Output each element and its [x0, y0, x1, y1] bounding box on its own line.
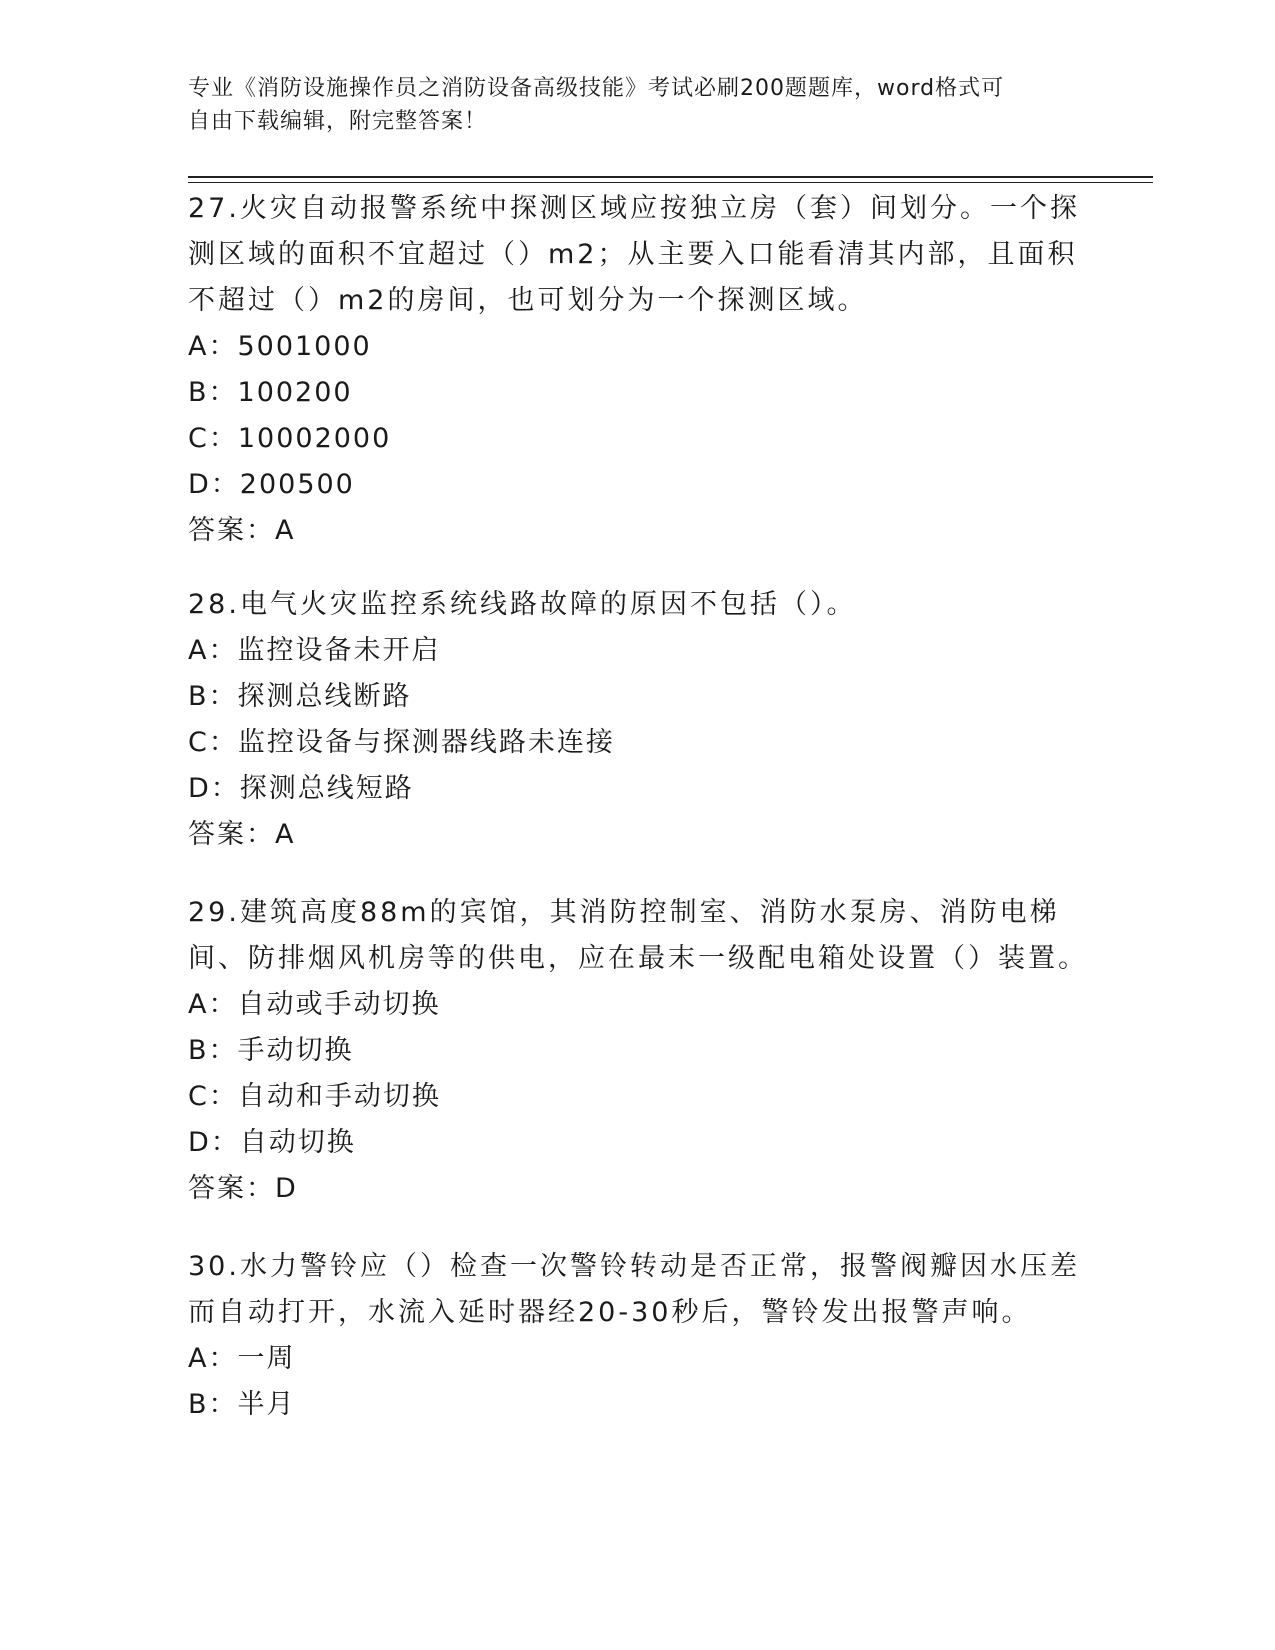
question-27	[188, 186, 1088, 554]
question-30	[188, 1244, 1088, 1428]
answer: 答案：A	[188, 515, 296, 546]
question-stem: 27.火灾自动报警系统中探测区域应按独立房（套）间划分。一个探测区域的面积不宜超过（）m2；从主要入口能看清其内部，且面积不超过（）m2的房间，也可划分为一个探测区域。	[188, 193, 1080, 316]
option-a: A：监控设备未开启	[188, 635, 441, 666]
option-d: D：自动切换	[188, 1127, 356, 1158]
option-c: C：监控设备与探测器线路未连接	[188, 727, 615, 758]
header-divider-thick	[188, 176, 1153, 178]
option-b: B：半月	[188, 1389, 296, 1420]
answer: 答案：A	[188, 819, 296, 850]
question-stem: 29.建筑高度88m的宾馆，其消防控制室、消防水泵房、消防电梯间、防排烟风机房等的供电，应在最末一级配电箱处设置（）装置。	[188, 897, 1088, 974]
option-b: B：探测总线断路	[188, 681, 412, 712]
option-d: D：200500	[188, 469, 355, 500]
option-a: A：自动或手动切换	[188, 989, 441, 1020]
answer: 答案：D	[188, 1173, 298, 1204]
option-b: B：手动切换	[188, 1035, 354, 1066]
question-stem: 30.水力警铃应（）检查一次警铃转动是否正常，报警阀瓣因水压差而自动打开，水流入延时器经20-30秒后，警铃发出报警声响。	[188, 1251, 1080, 1328]
option-d: D：探测总线短路	[188, 773, 414, 804]
header-line-2: 自由下载编辑，附完整答案！	[188, 109, 488, 134]
header-line-1: 专业《消防设施操作员之消防设备高级技能》考试必刷200题题库，word格式可	[188, 76, 1005, 101]
option-c: C：自动和手动切换	[188, 1081, 441, 1112]
question-29	[188, 890, 1088, 1212]
option-a: A：5001000	[188, 331, 372, 362]
option-b: B：100200	[188, 377, 353, 408]
question-28	[188, 582, 1088, 858]
question-stem: 28.电气火灾监控系统线路故障的原因不包括（）。	[188, 589, 857, 620]
header-divider-thin	[188, 182, 1153, 183]
option-c: C：10002000	[188, 423, 392, 454]
option-a: A：一周	[188, 1343, 296, 1374]
document-header	[188, 72, 1088, 138]
